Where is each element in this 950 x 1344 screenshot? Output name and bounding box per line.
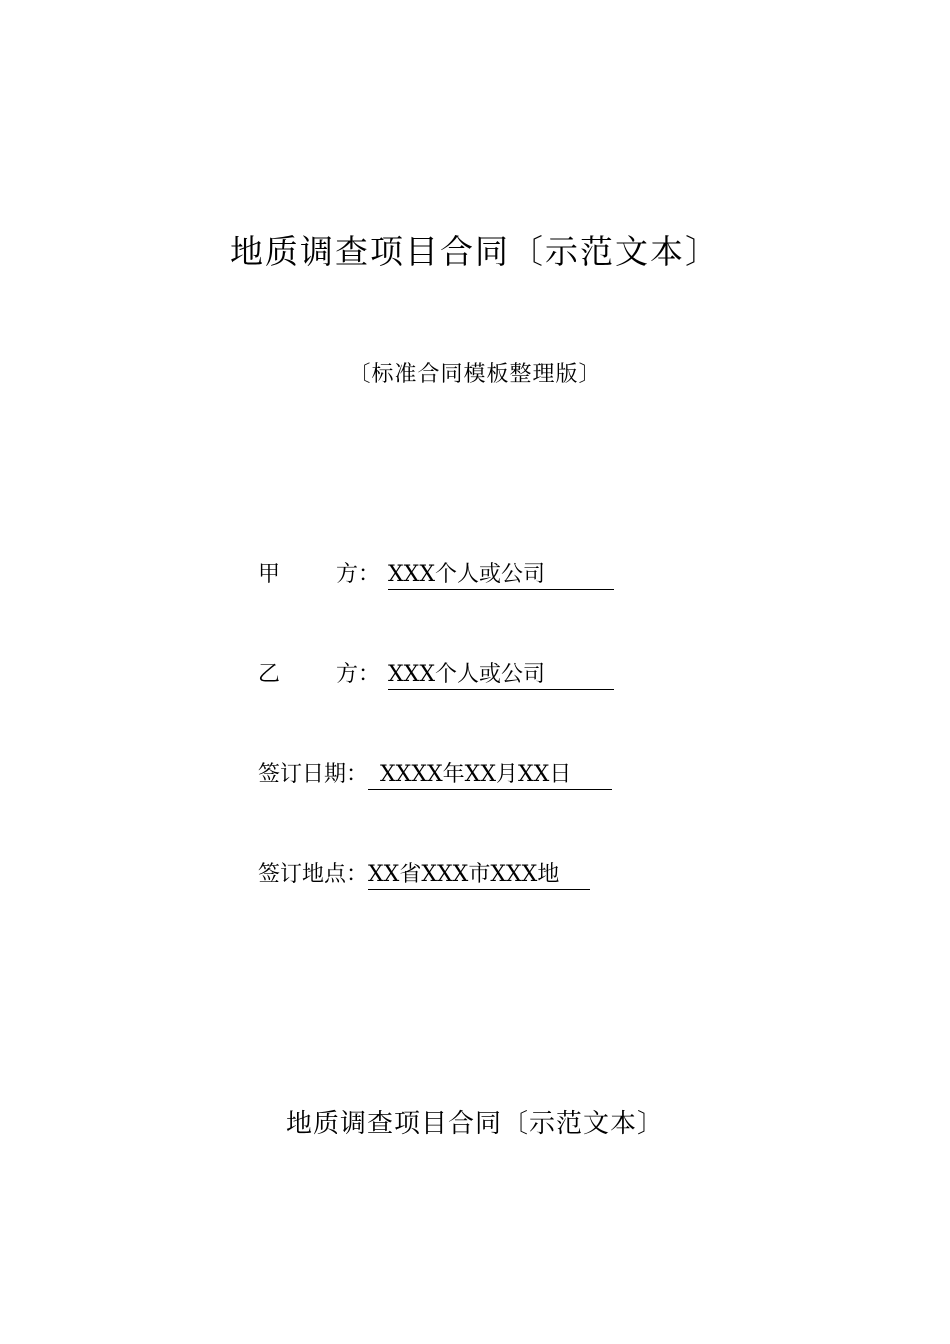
party-a-field bbox=[258, 558, 614, 592]
party-a-label bbox=[258, 558, 388, 592]
party-b-field bbox=[258, 658, 614, 692]
party-a-label-first: 甲 bbox=[258, 562, 281, 587]
sign-place-field bbox=[258, 858, 590, 892]
party-b-label-first: 乙 bbox=[258, 662, 281, 687]
party-b-value: XXX个人或公司 bbox=[388, 661, 614, 690]
sign-date-label: 签订日期： bbox=[258, 762, 369, 787]
document-subtitle: 〔标准合同模板整理版〕 bbox=[348, 362, 602, 387]
document-title: 地质调查项目合同〔示范文本〕 bbox=[230, 232, 720, 271]
party-b-label-rest: 方： bbox=[336, 662, 381, 687]
sign-date-value: XXXX年XX月XX日 bbox=[368, 761, 612, 790]
footer-title: 地质调查项目合同〔示范文本〕 bbox=[285, 1109, 664, 1139]
sign-place-value: XX省XXX市XXX地 bbox=[368, 861, 590, 890]
party-a-value: XXX个人或公司 bbox=[388, 561, 614, 590]
sign-date-field bbox=[258, 758, 612, 792]
party-b-label bbox=[258, 658, 388, 692]
party-a-label-rest: 方： bbox=[336, 562, 381, 587]
sign-place-label: 签订地点： bbox=[258, 862, 369, 887]
